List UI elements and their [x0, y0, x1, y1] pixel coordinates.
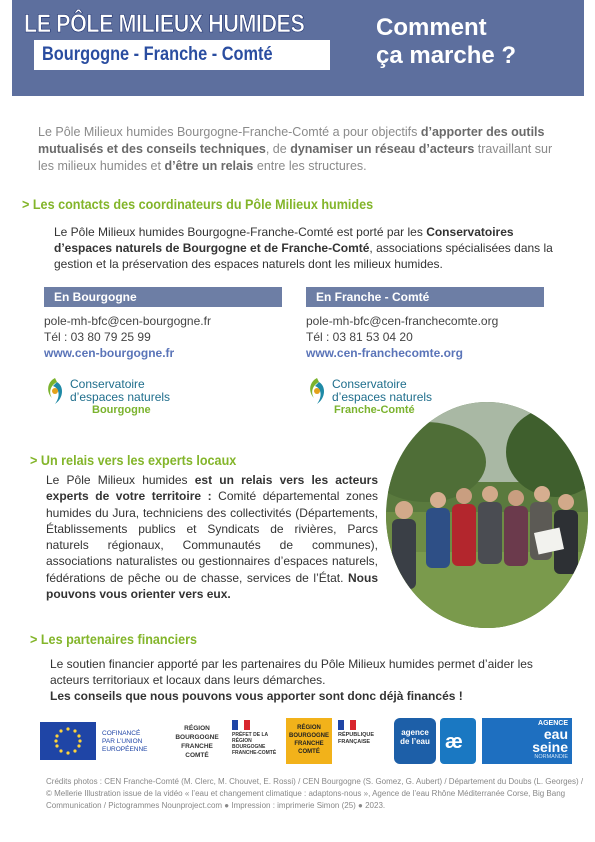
bourgogne-contact [44, 313, 211, 361]
cen-leaf-icon [306, 376, 328, 406]
relais-text: Le Pôle Milieux humides [46, 473, 195, 487]
intro-text: , de [265, 142, 291, 156]
region-title: Bourgogne - Franche - Comté [42, 44, 273, 65]
agence1-text: agence de l’eau [400, 728, 430, 746]
agence-eau-line-1: AGENCE [538, 720, 568, 727]
french-flag-icon [232, 720, 250, 730]
region-line-1: RÉGION [184, 725, 210, 732]
bourgogne-website[interactable]: www.cen-bourgogne.fr [44, 346, 175, 360]
franche-comte-contact [306, 313, 498, 361]
agence-ae-logo [440, 718, 476, 764]
partenaires-bold: Les conseils que nous pouvons vous apporter sont donc déjà financés ! [50, 689, 463, 703]
intro-bold: d’apporter des outils mutualisés et des conseils techniques [38, 125, 545, 156]
relais-paragraph [46, 472, 378, 602]
prefet-logo [232, 718, 282, 764]
cen-bourgogne-name-2: d’espaces naturels [70, 390, 171, 404]
franche-comte-label: En Franche - Comté [306, 287, 544, 307]
agence-eau-line-4: NORMANDIE [534, 754, 568, 760]
eu-text: COFINANCÉ PAR L’UNION EUROPÉENNE [102, 730, 148, 753]
cen-fc-sub: Franche-Comté [334, 404, 415, 416]
franche-comte-email[interactable]: pole-mh-bfc@cen-franchecomte.org [306, 314, 499, 328]
intro-bold: dynamiser un réseau d’acteurs [290, 142, 475, 156]
intro-bold: d’être un relais [164, 159, 254, 173]
agence-eau-line-3: seine [532, 739, 568, 755]
bourgogne-tel: Tél : 03 80 79 25 99 [44, 330, 151, 344]
contacts-heading: > Les contacts des coordinateurs du Pôle Milieux humides [22, 196, 374, 212]
region-line-2: BOURGOGNE [175, 734, 219, 741]
cen-leaf-icon [44, 376, 66, 406]
relais-bold: Nous pouvons vous orienter vers eux. [46, 570, 378, 602]
relais-text: Comité départemental zones humides du Jura, techniciens des collectivités (Départements, Établissements publics et Syndicats de rivières, Parcs naturels régionaux, Communautés de communes), associations naturalistes ou gestionnaires d’espaces naturels, fédérations de pêche ou de chasse, services de l’État. [46, 489, 378, 585]
partenaires-text: Le soutien financier apporté par les partenaires du Pôle Milieux humides permet d’aider les acteurs territoriaux et locaux dans leurs démarches. [50, 657, 533, 687]
contacts-text: , associations spécialisées dans la gestion et la préservation des espaces naturels dont les milieux humides. [54, 241, 553, 271]
agence-eau-line-2: eau [543, 726, 568, 742]
svg-text:æ: æ [445, 731, 463, 753]
partenaires-heading: > Les partenaires financiers [30, 631, 198, 647]
photo-credits: Crédits photos : CEN Franche-Comté (M. Clerc, M. Chouvet, E. Rossi) / CEN Bourgogne (S. Gomez, G. Aubert) / Département du Doubs (L. Georges) / © Mellerie Illustration issue de la vidéo « l’eau et changement climatique : adaptons-nous », Agence de l’eau Rhône Méditerranée Corse, Big Bang Communication / Pictogrammes Nounproject.com ● Impression : imprimerie Simon (25) ● 2023. [46, 777, 584, 810]
bourgogne-label: En Bourgogne [44, 287, 282, 307]
intro-text: travaillant sur les milieux humides et [38, 142, 553, 173]
ae-mark-icon [440, 718, 476, 764]
question-line-2: ça marche ? [376, 42, 517, 69]
cen-fc-name-2: d’espaces naturels [332, 390, 433, 404]
rf-text: RÉPUBLIQUE FRANÇAISE [338, 732, 375, 745]
region-line-4: COMTÉ [185, 752, 209, 759]
republique-logo [338, 718, 386, 764]
cen-fc-name-1: Conservatoire [332, 377, 407, 391]
region-bfc-logo-2 [286, 718, 332, 764]
prefet-text: PRÉFET DE LA RÉGION BOURGOGNE FRANCHE-COMTÉ [232, 732, 277, 756]
region-line-3: FRANCHE [181, 743, 213, 750]
question-line-1: Comment [376, 14, 487, 41]
region2-text: RÉGION BOURGOGNE FRANCHE COMTÉ [289, 725, 330, 755]
eu-logo [40, 718, 154, 764]
bourgogne-email[interactable]: pole-mh-bfc@cen-bourgogne.fr [44, 314, 211, 328]
relais-bold: est un relais vers les acteurs experts de votre territoire : [46, 473, 378, 504]
region-bfc-logo [168, 718, 226, 764]
field-visit-photo [386, 402, 588, 628]
contacts-bold: Conservatoires d’espaces naturels de Bourgogne et de Franche-Comté [54, 225, 514, 255]
contacts-text: Le Pôle Milieux humides Bourgogne-Franche-Comté est porté par les [54, 225, 427, 239]
partenaires-paragraph [50, 656, 570, 704]
agence-eau-seine-normandie-logo [482, 718, 572, 764]
page-title: LE PÔLE MILIEUX HUMIDES [24, 10, 305, 38]
franche-comte-tel: Tél : 03 81 53 04 20 [306, 330, 413, 344]
contacts-paragraph [54, 224, 559, 272]
relais-heading: > Un relais vers les experts locaux [30, 452, 237, 468]
agence-eau-rmc-logo [394, 718, 436, 764]
cen-bourgogne-name-1: Conservatoire [70, 377, 145, 391]
intro-text: entre les structures. [253, 159, 367, 173]
cen-bourgogne-sub: Bourgogne [92, 404, 151, 416]
franche-comte-website[interactable]: www.cen-franchecomte.org [306, 346, 463, 360]
french-flag-icon [338, 720, 356, 730]
intro-text: Le Pôle Milieux humides Bourgogne-Franche-Comté a pour objectifs [38, 125, 421, 139]
intro-paragraph [38, 124, 558, 175]
eu-flag-icon [40, 722, 96, 760]
